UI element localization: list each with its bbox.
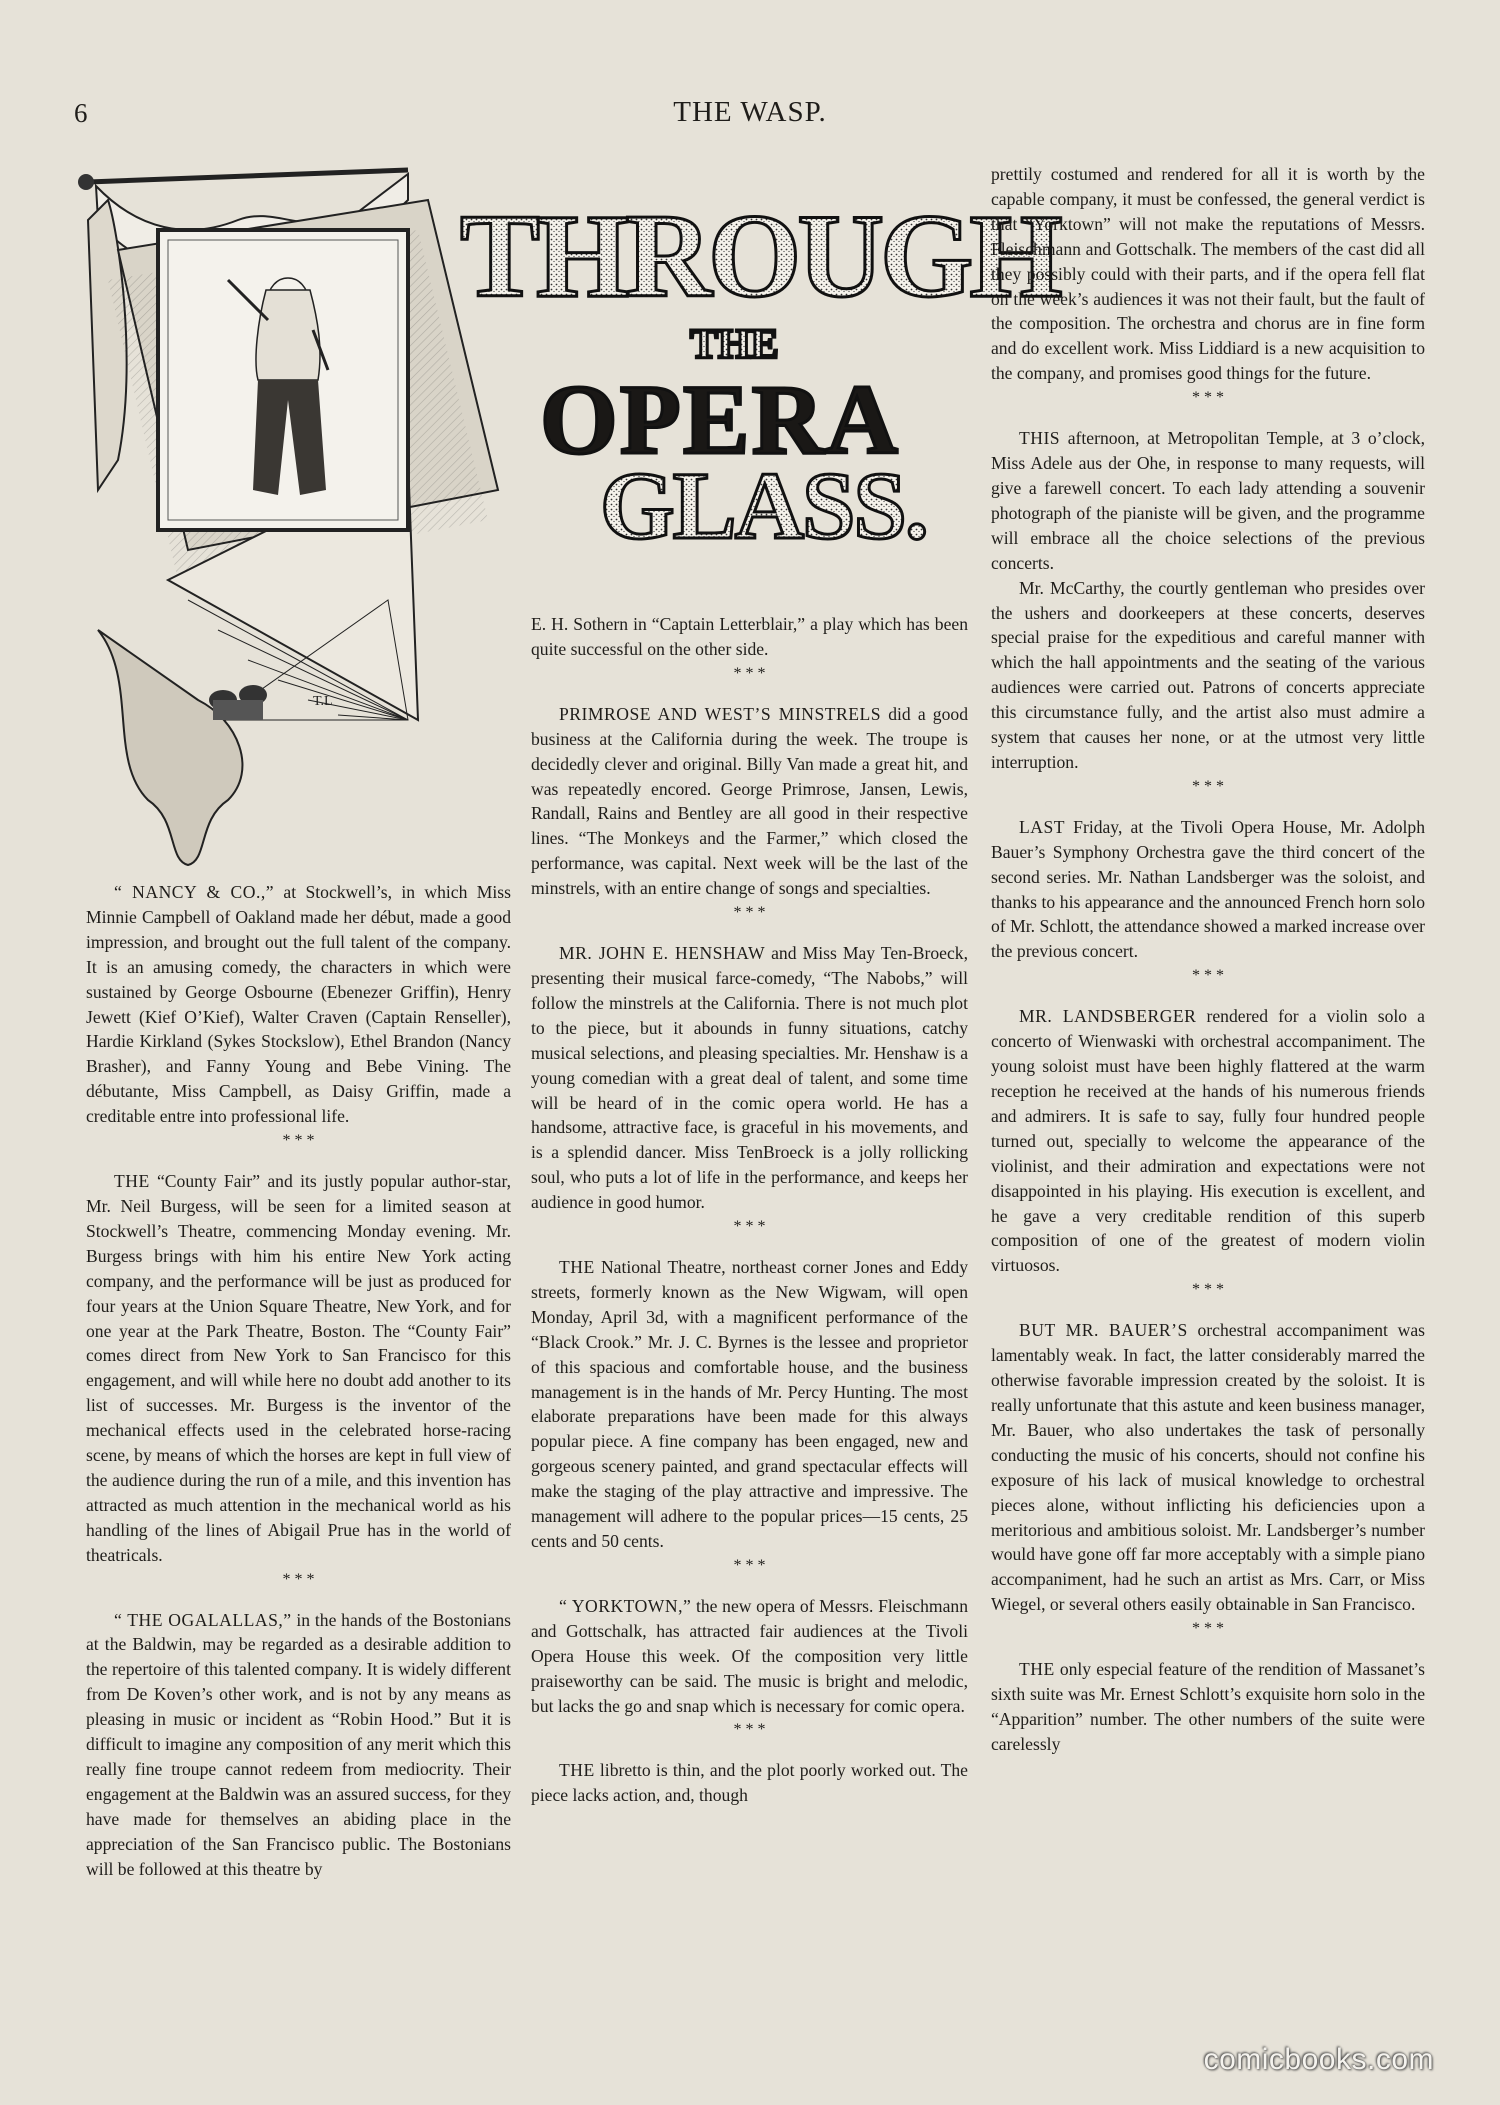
column-3 [991,162,1425,1757]
separator-stars [531,1556,968,1590]
article-nancy [86,880,511,1129]
article-national-theatre [531,1255,968,1554]
article-lead: “ NANCY & CO.,” [114,882,275,902]
article-body: afternoon, at Metropolitan Temple, at 3 o’clock, Miss Adele aus der Ohe, in response to many requests, will give a farewell concert. To each lady attending a souvenir photograph of the pianiste will be given, and the programme will embrace all the choice selections of the previous concerts. [991,428,1425,573]
separator-stars [531,1721,968,1754]
page-number: 6 [74,98,88,128]
separator-stars [991,967,1425,1000]
separator-stars [86,1132,511,1165]
separator-stars [531,904,968,937]
article-body: the new opera of Messrs. Fleischmann and Gottschalk, has attracted fair audiences at the Tivoli Opera House this week. Of the composition very little praiseworthy can be said. The music is bright and melodic, but lacks the go and snap which is necessary for comic opera. [531,1595,968,1716]
watermark: comicbooks.com [1203,2043,1434,2076]
article-lead: “ YORKTOWN,” [559,1595,692,1616]
stars-text: * * * [1192,1281,1224,1299]
article-body: at Stockwell’s, in which Miss Minnie Campbell of Oakland made her début, made a good impression, and brought out the full talent of the company. It is an amusing comedy, the characters in which were sustained by George Osbourne (Ebenezer Griffin), Henry Jewett (Kief O’Kief), Walter Craven (Captain Renseller), Hardie Kirkland (Sykes Stockslow), Ethel Brandon (Nancy Brasher), and Fanny Young and Bebe Vining. The débutante, Miss Campbell, as Daisy Griffin, made a creditable entre into professional life. [86,882,511,1127]
article-mccarthy: Mr. McCarthy, the courtly gentleman who presides over the ushers and doorkeepers at these concerts, deserves special praise for the expeditious and careful manner with which the hall appointments and the seating of the various audiences were carried out. Patrons of concerts appreciate this circumstance fully, and the artist also must admire a system that causes her none, or at the utmost very little interruption. [991,577,1425,772]
article-lead: THE [114,1171,150,1192]
stars-text: * * * [1192,967,1224,985]
column-2 [531,612,968,1808]
article-lead: MR. LANDSBERGER [1019,1006,1197,1027]
article-lead: BUT MR. BAUER’S [1019,1320,1188,1341]
stars-text: * * * [733,1556,766,1574]
article-tivoli [991,815,1425,964]
article-landsberger [991,1004,1425,1278]
illustration-signature: T.L [313,694,333,709]
separator-stars [991,777,1425,811]
article-body: did a good business at the California during the week. The troupe is decidedly clever and original. Billy Van made a great hit, and was repeatedly encored. George Primrose, Jansen, Lewis, Randall, Rains and Bentley are all good in their respective lines. “The Monkeys and the Farmer,” which closed the performance, was capital. Next week will be the last of the minstrels, with an entire change of songs and specialties. [531,703,968,899]
article-body: and Miss May Ten-Broeck, presenting their musical farce-comedy, “The Nabobs,” will follow the minstrels at the California. There is not much plot to the piece, but it abounds in funny situations, catchy musical selections, and pleasing specialties. Mr. Henshaw is a young comedian with a great deal of talent, and some time will be heard of in the comic opera world. He has a handsome, attractive face, is graceful in his movements, and is a splendid dancer. Miss TenBroeck is a jolly rollicking soul, who puts a lot of life in the performance, and keeps her audience in good humor. [531,943,968,1213]
article-lead: PRIMROSE AND WEST’S MINSTRELS [559,703,882,724]
headline-opera: OPERA [540,364,900,475]
article-body: libretto is thin, and the plot poorly worked out. The piece lacks action, and, though [531,1760,968,1806]
stars-text: * * * [1192,389,1224,407]
stars-text: * * * [733,1721,766,1739]
article-massanet [991,1657,1425,1757]
article-ogalallas [86,1608,511,1882]
article-lead: LAST [1019,816,1065,837]
separator-stars [991,1620,1425,1653]
article-yorktown-cont: prettily costumed and rendered for all it is worth by the capable company, it must be confessed, the general verdict is that “Yorktown” will not make the reputations of Messrs. Fleischmann and Gottschalk. The members of the cast did all they possibly could with their parts, and if the opera fell flat on the week’s audiences it was not their fault, but the fault of the composition. The orchestra and chorus are in fine form and do excellent work. Miss Liddiard is a new acquisition to the company, and promises good things for the future. [991,164,1425,384]
stars-text: * * * [733,664,766,682]
article-body: rendered for a violin solo a concerto of Wienwaski with orchestral accompaniment. The young soloist must have been highly flattered at the warm reception he received at the hands of his numerous friends and admirers. It is safe to say, fully four hundred people turned out, specially to welcome the appearance of the violinist, and their admiration and expectations were not disappointed in his playing. His execution is excellent, and he gave a very creditable rendition of this superb composition of one of the greatest of modern violin virtuosos. [991,1006,1425,1276]
article-lead: “ THE OGALALLAS,” [114,1609,292,1630]
article-body: National Theatre, northeast corner Jones and Eddy streets, formerly known as the New Wigwam, will open Monday, April 3d, with a magnificent performance of the “Black Crook.” Mr. J. C. Byrnes is the lessee and proprietor of this spacious and comfortable house, and the business management is in the hands of Mr. Percy Hunting. The most elaborate preparations have been made for this always popular piece. A fine company has been engaged, new and gorgeous scenery painted, and grand spectacular effects will make the staging of the play attractive and impressive. The management will adhere to the popular prices—15 cents, 25 cents and 50 cents. [531,1257,968,1551]
stars-text: * * * [733,904,766,922]
separator-stars [531,664,968,698]
article-body: “County Fair” and its justly popular author-star, Mr. Neil Burgess, will be seen for a limited season at Stockwell’s Theatre, commencing Monday evening. Mr. Burgess brings with him his entire New York acting company, and the performance will be just as produced for four years at the Union Square Theatre, New York, and for one year at the Park Theatre, Boston. The “County Fair” comes direct from New York to San Francisco for this engagement, and will while here no doubt add another to its list of successes. Mr. Burgess is the inventor of the mechanical effects used in the celebrated horse-racing scene, by means of which the horses are kept in full view of the audience during the run of a mile, and this invention has attracted as much attention in the mechanical world as his handling of the lines of Abigail Prue has in the world of theatricals. [86,1171,511,1565]
separator-stars [531,1218,968,1251]
headline-through: THROUGH [460,189,1059,322]
stars-text: * * * [733,1218,766,1236]
article-lead: THIS [1019,428,1061,449]
article-body: Friday, at the Tivoli Opera House, Mr. Adolph Bauer’s Symphony Orchestra gave the third concert of the second series. Mr. Nathan Landsberger was the soloist, and thanks to his appearance and the announced French horn solo of Mr. Schlott, the attendance showed a marked increase over the previous concert. [991,816,1425,962]
separator-stars [991,389,1425,422]
article-body: only especial feature of the rendition of Massanet’s sixth suite was Mr. Ernest Schlott’s exquisite horn solo in the “Apparition” number. The other numbers of the suite were carelessly [991,1659,1425,1754]
article-henshaw [531,941,968,1215]
article-metropolitan [991,426,1425,575]
article-lead: THE [1019,1659,1055,1680]
article-libretto [531,1758,968,1808]
article-county-fair [86,1169,511,1568]
article-bauer [991,1318,1425,1617]
article-lead: MR. JOHN E. HENSHAW [559,943,766,964]
article-body: in the hands of the Bostonians at the Baldwin, may be regarded as a desirable addition to the repertoire of this talented company. It is widely different from De Koven’s other work, and is not by any means as pleasing in music or incident as “Robin Hood.” But it is difficult to imagine any composition of any merit which this really fine troupe cannot redeem from mediocrity. Their engagement at the Baldwin was an assured success, for they have made for themselves an abiding place in the appreciation of the San Francisco public. The Bostonians will be followed at this theatre by [86,1609,512,1879]
masthead-title: THE WASP. [673,96,827,128]
article-yorktown [531,1594,968,1719]
stars-text: * * * [282,1570,315,1588]
headline-the: THE [690,322,779,368]
article-lead: THE [559,1257,595,1278]
article-sothern: E. H. Sothern in “Captain Letterblair,” a play which has been quite successful on the other side. [531,614,968,659]
separator-stars [86,1570,511,1604]
column-1 [86,880,511,1882]
article-lead: THE [559,1760,595,1781]
article-body: orchestral accompaniment was lamentably weak. In fact, the latter considerably marred the otherwise favorable impression created by the soloist. It is really unfortunate that this astute and keen business manager, Mr. Bauer, who also undertakes the task of personally conducting the music of his concerts, should not confine his exposure of his lack of musical knowledge to orchestral pieces alone, without inflicting his deficiencies upon a meritorious and ambitious soloist. Mr. Landsberger’s number would have gone off far more acceptably with a simple piano accompaniment, had he such an artist as Mrs. Carr, or Miss Wiegel, or several others easily obtainable in San Francisco. [991,1320,1425,1615]
separator-stars [991,1281,1425,1314]
stars-text: * * * [282,1132,315,1150]
stars-text: * * * [1192,1620,1224,1638]
article-minstrels [531,702,968,901]
headline-glass: GLASS. [600,452,927,559]
stars-text: * * * [1192,777,1224,795]
